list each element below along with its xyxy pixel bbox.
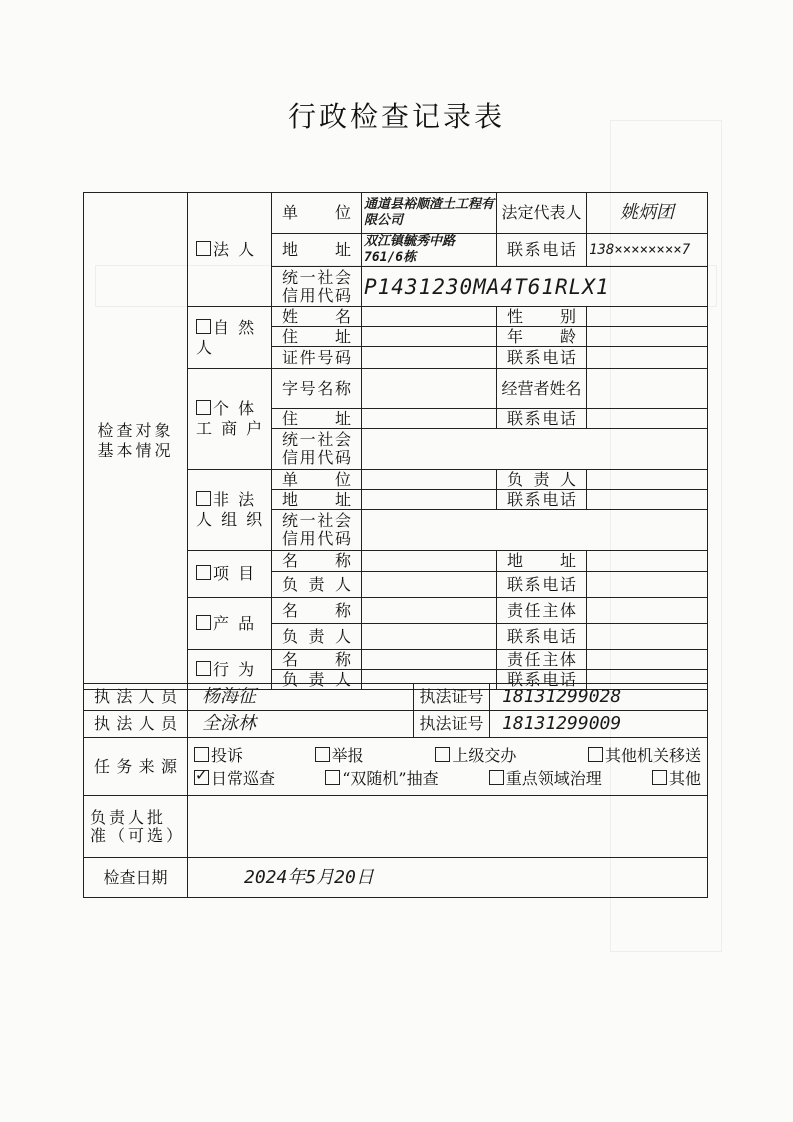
product-checkbox[interactable] — [196, 615, 211, 630]
source-complaint[interactable]: 投诉 — [194, 747, 243, 764]
individual-phone-label: 联系电话 — [497, 409, 587, 429]
individual-phone-value — [587, 409, 708, 429]
name-value — [362, 307, 497, 327]
operator-name-label: 经营者姓名 — [497, 369, 587, 409]
org-phone-label: 联系电话 — [497, 490, 587, 510]
legal-person-checkbox[interactable] — [196, 241, 211, 256]
natural-person-checkbox[interactable] — [196, 319, 211, 334]
product-name-label: 名 称 — [272, 598, 362, 624]
source-daily-patrol[interactable]: ✓日常巡查 — [194, 770, 275, 787]
officer-2-cert-label: 执法证号 — [414, 711, 490, 738]
credit-code-value: P1431230MA4T61RLX1 — [362, 267, 708, 307]
unit-value: 通道县裕顺渣土工程有限公司 — [362, 193, 497, 234]
project-phone-label: 联系电话 — [497, 572, 587, 598]
product-head-value — [362, 624, 497, 650]
project-address-value — [587, 551, 708, 572]
officer-2-label: 执法人员 — [84, 711, 188, 738]
org-phone-value — [587, 490, 708, 510]
behavior-phone-label: 联系电话 — [497, 670, 587, 690]
product-name-value — [362, 598, 497, 624]
behavior-name-value — [362, 650, 497, 670]
source-random-check[interactable]: “双随机”抽查 — [325, 770, 438, 787]
natural-phone-label: 联系电话 — [497, 347, 587, 369]
task-source-row-2 — [188, 770, 707, 787]
approval-value — [188, 796, 708, 858]
category-non-legal-org[interactable]: 非 法 人 组 织 — [188, 470, 272, 551]
category-product[interactable]: 产 品 — [188, 598, 272, 650]
project-phone-value — [587, 572, 708, 598]
address-label: 地 址 — [272, 234, 362, 267]
residence-label: 住 址 — [272, 327, 362, 347]
product-subject-value — [587, 598, 708, 624]
org-unit-label: 单 位 — [272, 470, 362, 490]
source-complaint-checkbox[interactable] — [194, 747, 209, 762]
individual-address-value — [362, 409, 497, 429]
subject-basic-info-label: 检查对象基本情况 — [84, 193, 188, 690]
task-source-label: 任务来源 — [84, 738, 188, 796]
id-number-value — [362, 347, 497, 369]
product-phone-label: 联系电话 — [497, 624, 587, 650]
brand-name-label: 字号名称 — [272, 369, 362, 409]
natural-phone-value — [587, 347, 708, 369]
name-label: 姓 名 — [272, 307, 362, 327]
project-head-label: 负 责 人 — [272, 572, 362, 598]
category-natural-person[interactable]: 自 然 人 — [188, 307, 272, 369]
unit-label: 单 位 — [272, 193, 362, 234]
task-source-options — [188, 738, 708, 796]
source-daily-patrol-checkbox[interactable] — [194, 770, 209, 785]
org-address-value — [362, 490, 497, 510]
officer-1-cert: 18131299028 — [490, 684, 708, 711]
individual-credit-value — [362, 429, 708, 470]
officer-2-cert: 18131299009 — [490, 711, 708, 738]
operator-name-value — [587, 369, 708, 409]
legal-rep-value: 姚炳团 — [587, 193, 708, 234]
source-other-agency-checkbox[interactable] — [588, 747, 603, 762]
project-address-label: 地 址 — [497, 551, 587, 572]
inspection-date-label: 检查日期 — [84, 858, 188, 898]
source-key-area-checkbox[interactable] — [489, 770, 504, 785]
approval-label: 负责人批准（可选） — [84, 796, 188, 858]
project-checkbox[interactable] — [196, 565, 211, 580]
behavior-checkbox[interactable] — [196, 661, 211, 676]
gender-value — [587, 307, 708, 327]
product-head-label: 负 责 人 — [272, 624, 362, 650]
project-head-value — [362, 572, 497, 598]
officer-1-cert-label: 执法证号 — [414, 684, 490, 711]
behavior-name-label: 名 称 — [272, 650, 362, 670]
source-other-checkbox[interactable] — [652, 770, 667, 785]
officer-1-name: 杨海征 — [188, 684, 414, 711]
source-superior-assigned[interactable]: 上级交办 — [435, 747, 516, 764]
brand-name-value — [362, 369, 497, 409]
age-label: 年 龄 — [497, 327, 587, 347]
category-legal-person[interactable]: 法 人 — [188, 193, 272, 307]
officer-and-source-table — [83, 683, 708, 898]
credit-code-label: 统一社会信用代码 — [272, 267, 362, 307]
phone-value: 138××××××××7 — [587, 234, 708, 267]
source-random-checkbox[interactable] — [325, 770, 340, 785]
org-credit-label: 统一社会信用代码 — [272, 510, 362, 551]
phone-label: 联系电话 — [497, 234, 587, 267]
org-address-label: 地 址 — [272, 490, 362, 510]
legal-rep-label: 法定代表人 — [497, 193, 587, 234]
officer-1-label: 执法人员 — [84, 684, 188, 711]
behavior-head-label: 负 责 人 — [272, 670, 362, 690]
gender-label: 性 别 — [497, 307, 587, 327]
task-source-row-1 — [188, 747, 707, 764]
category-behavior[interactable]: 行 为 — [188, 650, 272, 690]
officer-2-name: 全泳林 — [188, 711, 414, 738]
product-phone-value — [587, 624, 708, 650]
source-other[interactable]: 其他 — [652, 770, 701, 787]
behavior-subject-label: 责任主体 — [497, 650, 587, 670]
source-report[interactable]: 举报 — [315, 747, 364, 764]
category-individual-business[interactable]: 个 体 工 商 户 — [188, 369, 272, 470]
id-number-label: 证件号码 — [272, 347, 362, 369]
address-value: 双江镇毓秀中路761/6栋 — [362, 234, 497, 267]
age-value — [587, 327, 708, 347]
org-credit-value — [362, 510, 708, 551]
product-subject-label: 责任主体 — [497, 598, 587, 624]
source-superior-checkbox[interactable] — [435, 747, 450, 762]
page-title: 行政检查记录表 — [287, 100, 505, 133]
inspection-record-form — [83, 192, 708, 690]
org-head-label: 负 责 人 — [497, 470, 587, 490]
individual-business-checkbox[interactable] — [196, 400, 211, 415]
behavior-subject-value — [587, 650, 708, 670]
inspection-date-value: 2024年5月20日 — [188, 858, 708, 898]
individual-credit-label: 统一社会信用代码 — [272, 429, 362, 470]
project-name-label: 名 称 — [272, 551, 362, 572]
non-legal-org-checkbox[interactable] — [196, 491, 211, 506]
org-head-value — [587, 470, 708, 490]
residence-value — [362, 327, 497, 347]
individual-address-label: 住 址 — [272, 409, 362, 429]
project-name-value — [362, 551, 497, 572]
source-report-checkbox[interactable] — [315, 747, 330, 762]
category-project[interactable]: 项 目 — [188, 551, 272, 598]
org-unit-value — [362, 470, 497, 490]
source-other-agency[interactable]: 其他机关移送 — [588, 747, 701, 764]
source-key-area[interactable]: 重点领域治理 — [489, 770, 602, 787]
